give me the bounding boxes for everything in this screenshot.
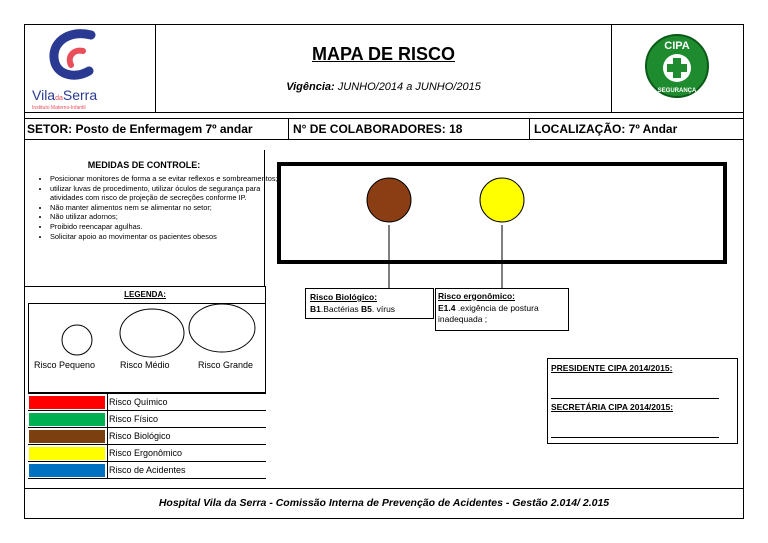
ergonomic-swatch bbox=[29, 447, 105, 460]
legend-label: Risco Físico bbox=[109, 414, 159, 424]
sector-text: SETOR: Posto de Enfermagem 7º andar bbox=[27, 122, 253, 136]
validity-line: Vigência: JUNHO/2014 a JUNHO/2015 bbox=[286, 81, 481, 93]
legend-label: Risco Biológico bbox=[109, 431, 171, 441]
ergonomic-note-text: E1.4 .exigência de postura inadequada ; bbox=[438, 303, 539, 324]
small-risk-circle bbox=[62, 325, 92, 355]
measures-panel bbox=[24, 150, 278, 286]
header-cipa-cell bbox=[611, 24, 744, 113]
sector-cell bbox=[24, 118, 289, 140]
cipa-logo-icon bbox=[644, 33, 710, 99]
ergonomic-note bbox=[435, 288, 569, 331]
biological-note-text: B1.Bactérias B5. vírus bbox=[310, 304, 396, 314]
floor-map bbox=[277, 162, 727, 264]
legend-size-circles bbox=[29, 304, 267, 364]
measure-item: • Não manter alimentos nem se alimentar no setor; bbox=[50, 203, 282, 213]
logo-subtitle: Instituto Materno-Infantil bbox=[32, 105, 86, 111]
legend-title: LEGENDA: bbox=[124, 290, 166, 299]
legend-row-accidents bbox=[28, 461, 266, 479]
legend-row-ergonomic bbox=[28, 444, 266, 461]
svg-text:SEGURANÇA: SEGURANÇA bbox=[657, 88, 697, 94]
large-risk-circle bbox=[189, 304, 255, 352]
medium-risk-circle bbox=[120, 309, 184, 357]
small-risk-label: Risco Pequeno bbox=[34, 360, 96, 370]
measures-title: MEDIDAS DE CONTROLE: bbox=[87, 160, 201, 170]
employees-cell bbox=[288, 118, 530, 140]
logo-wordmark: ViladaSerra bbox=[32, 87, 98, 103]
legend-row-physical bbox=[28, 410, 266, 427]
secretary-signature-line bbox=[551, 437, 719, 438]
measure-item: • utilizar luvas de procedimento, utilizar óculos de segurança para atividades com risco de projeção de secreções conforme IP. bbox=[50, 184, 282, 203]
measure-item: • Não utilizar adornos; bbox=[50, 212, 282, 222]
legend-row-chemical bbox=[28, 393, 266, 410]
legend-row-biological bbox=[28, 427, 266, 444]
employees-text: N° DE COLABORADORES: 18 bbox=[293, 122, 463, 136]
secretary-label: SECRETÁRIA CIPA 2014/2015: bbox=[551, 402, 674, 412]
measure-item: • Solicitar apoio ao movimentar os pacientes obesos bbox=[50, 232, 282, 242]
medium-risk-label: Risco Médio bbox=[120, 360, 170, 370]
physical-swatch bbox=[29, 413, 105, 426]
footer-bar bbox=[24, 488, 744, 519]
legend-label: Risco de Acidentes bbox=[109, 465, 186, 475]
legend-label: Risco Químico bbox=[109, 397, 168, 407]
header-title-cell bbox=[155, 24, 612, 113]
header-logo-cell bbox=[24, 24, 156, 113]
legend-label: Risco Ergonômico bbox=[109, 448, 183, 458]
measure-item: • Proibido reencapar agulhas. bbox=[50, 222, 282, 232]
accidents-swatch bbox=[29, 464, 105, 477]
signature-box bbox=[547, 358, 738, 444]
measure-item: • Posicionar monitores de forma a se evitar reflexos e sombreamentos; bbox=[50, 174, 282, 184]
president-label: PRESIDENTE CIPA 2014/2015: bbox=[551, 363, 673, 373]
ergonomic-note-title: Risco ergonômico: bbox=[438, 291, 515, 301]
president-signature-line bbox=[551, 398, 719, 399]
legend-sizes bbox=[28, 303, 266, 393]
location-text: LOCALIZAÇÃO: 7º Andar bbox=[534, 122, 678, 136]
biological-note bbox=[305, 288, 434, 319]
page-title: MAPA DE RISCO bbox=[311, 44, 455, 64]
measures-list bbox=[24, 174, 282, 241]
biological-swatch bbox=[29, 430, 105, 443]
vila-serra-logo-icon bbox=[39, 29, 109, 81]
legend-title-box bbox=[24, 286, 266, 303]
large-risk-label: Risco Grande bbox=[198, 360, 254, 370]
location-cell bbox=[529, 118, 744, 140]
chemical-swatch bbox=[29, 396, 105, 409]
biological-note-title: Risco Biológico: bbox=[310, 292, 378, 302]
cipa-logo-text: CIPA bbox=[664, 40, 690, 52]
footer-text: Hospital Vila da Serra - Comissão Interna de Prevenção de Acidentes - Gestão 2.014/ 2.015 bbox=[158, 497, 610, 509]
